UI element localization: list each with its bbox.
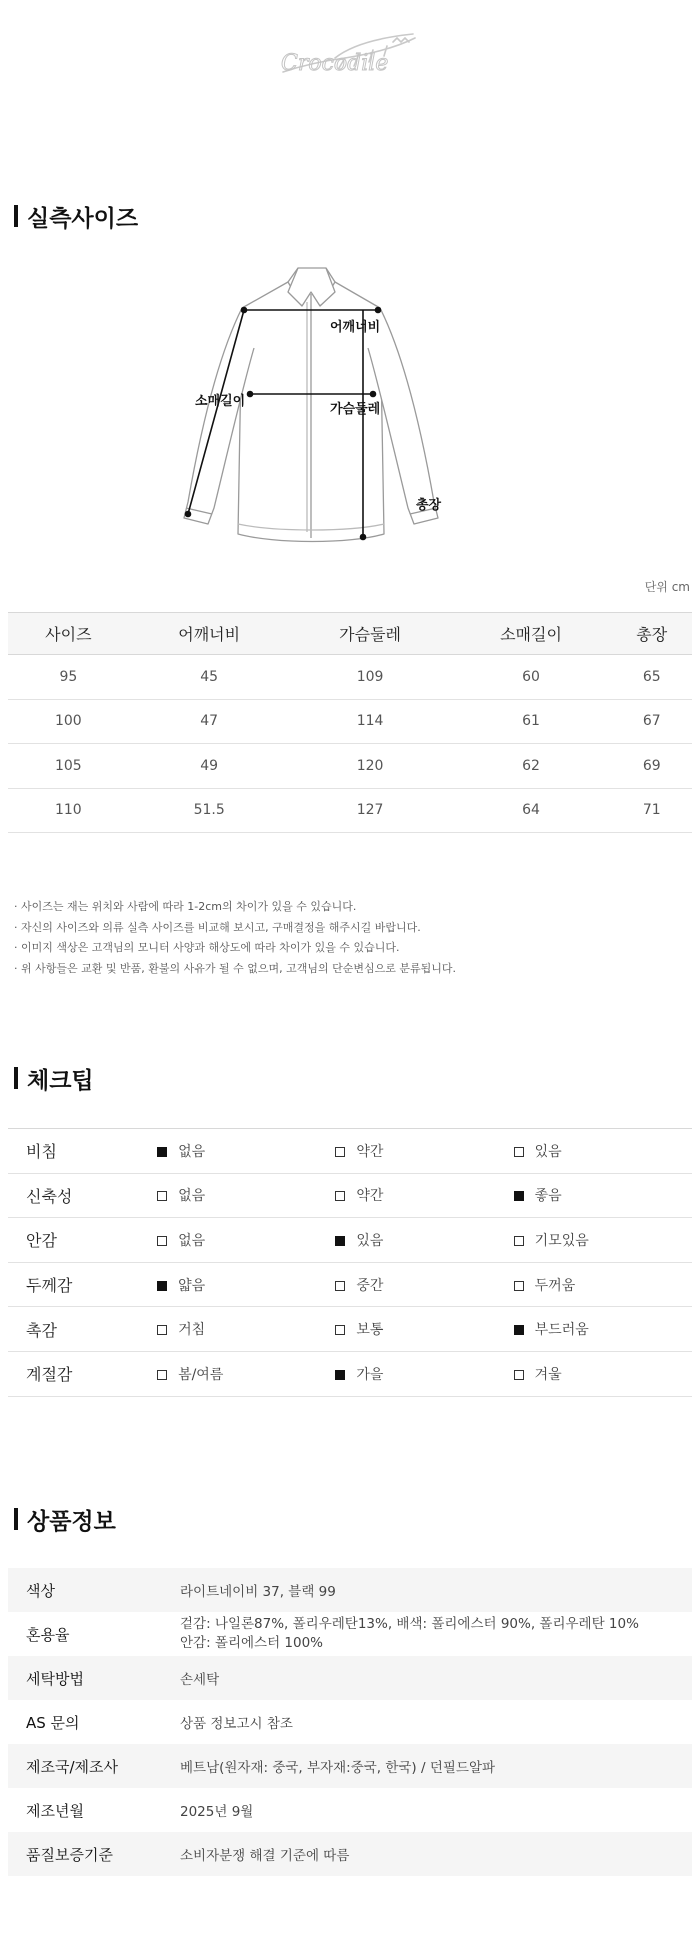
info-key: 제조년월 (26, 1801, 84, 1820)
option-label: 부드러움 (534, 1322, 589, 1339)
info-value: 소비자분쟁 해결 기준에 따름 (180, 1832, 692, 1876)
title-bar (14, 1508, 18, 1530)
info-row-color (8, 1568, 692, 1612)
check-tip-label: 신축성 (8, 1173, 157, 1218)
measurement-diagram (180, 262, 520, 562)
product-info-table (8, 1568, 692, 1876)
table-row (8, 655, 692, 700)
check-tip-option (514, 1351, 692, 1396)
option-label: 두꺼움 (534, 1277, 576, 1294)
option-label: 기모있음 (534, 1232, 589, 1249)
info-row-as (8, 1700, 692, 1744)
info-row-date (8, 1788, 692, 1832)
unchecked-box-icon (514, 1370, 524, 1380)
unchecked-box-icon (157, 1370, 167, 1380)
option-label: 있음 (534, 1143, 562, 1160)
info-row-origin (8, 1744, 692, 1788)
info-row-wash (8, 1656, 692, 1700)
check-tip-row (8, 1351, 692, 1396)
check-tip-option (157, 1173, 335, 1218)
check-tip-option (335, 1262, 513, 1307)
header-cell: 사이즈 (8, 613, 129, 655)
header-cell: 가슴둘레 (290, 613, 451, 655)
table-cell: 49 (129, 744, 290, 789)
info-row-material (8, 1612, 692, 1656)
info-value-line: 안감: 폴리에스터 100% (180, 1635, 324, 1651)
check-tip-row (8, 1307, 692, 1352)
info-value: 라이트네이비 37, 블랙 99 (180, 1568, 692, 1612)
option-label: 없음 (178, 1188, 206, 1205)
info-key: 제조국/제조사 (8, 1744, 180, 1788)
check-tip-table (8, 1128, 692, 1397)
check-tip-option (335, 1351, 513, 1396)
checked-box-icon (335, 1370, 345, 1380)
note-item: · 자신의 사이즈와 의류 실측 사이즈를 비교해 보시고, 구매결정을 해주시길 바랍니다. (14, 920, 421, 934)
info-value: 2025년 9월 (180, 1804, 254, 1820)
check-tip-option (335, 1173, 513, 1218)
section-title-size (14, 202, 138, 230)
unit-label: 단위 cm (644, 580, 690, 594)
check-tip-option (335, 1129, 513, 1174)
label-sleeve: 소매길이 (195, 394, 246, 409)
label-chest: 가슴둘레 (330, 402, 381, 417)
size-table-header (8, 613, 692, 655)
check-tip-row (8, 1218, 692, 1263)
size-notes (14, 897, 456, 979)
table-cell: 127 (290, 788, 451, 833)
check-tip-label: 비침 (8, 1129, 157, 1174)
option-label: 좋음 (534, 1188, 562, 1205)
check-tip-option (157, 1307, 335, 1352)
check-tip-label: 두께감 (8, 1262, 157, 1307)
check-tip-option (335, 1218, 513, 1263)
section-title-text: 실측사이즈 (27, 205, 139, 232)
table-cell: 61 (451, 699, 612, 744)
title-bar (14, 1067, 18, 1089)
option-label: 가을 (356, 1366, 384, 1383)
unchecked-box-icon (335, 1147, 345, 1157)
info-value: 손세탁 (180, 1656, 692, 1700)
table-cell: 47 (129, 699, 290, 744)
unchecked-box-icon (157, 1325, 167, 1335)
table-cell: 100 (8, 699, 129, 744)
option-label: 얇음 (178, 1277, 206, 1294)
option-label: 거침 (178, 1322, 206, 1339)
info-value: 상품 정보고시 참조 (180, 1716, 293, 1732)
section-title-check (14, 1064, 94, 1092)
option-label: 중간 (356, 1277, 384, 1294)
logo-text: Crocodile (281, 51, 389, 76)
info-key: 색상 (8, 1568, 180, 1612)
note-item: · 위 사항들은 교환 및 반품, 환불의 사유가 될 수 없으며, 고객님의 단순변심으로 분류됩니다. (14, 961, 456, 975)
unchecked-box-icon (335, 1281, 345, 1291)
unchecked-box-icon (335, 1325, 345, 1335)
check-tip-row (8, 1262, 692, 1307)
check-tip-row (8, 1129, 692, 1174)
unchecked-box-icon (514, 1236, 524, 1246)
option-label: 있음 (356, 1232, 384, 1249)
table-cell: 71 (611, 788, 692, 833)
option-label: 보통 (356, 1322, 384, 1339)
table-cell: 45 (129, 655, 290, 700)
checked-box-icon (157, 1147, 167, 1157)
table-row (8, 788, 692, 833)
check-tip-label: 촉감 (8, 1307, 157, 1352)
check-tip-option (335, 1307, 513, 1352)
option-label: 없음 (178, 1232, 206, 1249)
note-item: · 이미지 색상은 고객님의 모니터 사양과 해상도에 따라 차이가 있을 수 있습니다. (14, 941, 400, 954)
title-bar (14, 205, 18, 227)
table-cell: 120 (290, 744, 451, 789)
check-tip-option (157, 1218, 335, 1263)
table-cell: 109 (290, 655, 451, 700)
check-tip-option (514, 1262, 692, 1307)
table-row (8, 699, 692, 744)
info-row-warranty (8, 1832, 692, 1876)
crocodile-logo (275, 28, 420, 90)
check-tip-option (514, 1173, 692, 1218)
unchecked-box-icon (157, 1191, 167, 1201)
table-cell: 67 (611, 699, 692, 744)
check-tip-option (157, 1351, 335, 1396)
info-value-line: 겉감: 나일론87%, 폴리우레탄13%, 배색: 폴리에스터 90%, 폴리우레탄 10% (180, 1616, 639, 1632)
section-title-text: 체크팁 (27, 1067, 94, 1094)
option-label: 봄/여름 (178, 1366, 224, 1383)
check-tip-option (514, 1307, 692, 1352)
size-table (8, 612, 692, 833)
header-cell: 총장 (611, 613, 692, 655)
info-value (180, 1612, 692, 1656)
info-key: 혼용율 (26, 1625, 70, 1644)
table-cell: 105 (8, 744, 129, 789)
info-key: 품질보증기준 (8, 1832, 180, 1876)
info-value: 베트남(원자재: 중국, 부자재:중국, 한국) / 던필드알파 (180, 1744, 692, 1788)
unchecked-box-icon (157, 1236, 167, 1246)
option-label: 약간 (356, 1188, 384, 1205)
info-key: 세탁방법 (8, 1656, 180, 1700)
unchecked-box-icon (514, 1147, 524, 1157)
label-length: 총장 (416, 498, 442, 513)
info-key: AS 문의 (26, 1713, 80, 1732)
table-cell: 114 (290, 699, 451, 744)
check-tip-row (8, 1173, 692, 1218)
check-tip-option (514, 1218, 692, 1263)
table-cell: 110 (8, 788, 129, 833)
check-tip-option (157, 1262, 335, 1307)
table-row (8, 744, 692, 789)
table-cell: 64 (451, 788, 612, 833)
table-cell: 69 (611, 744, 692, 789)
unchecked-box-icon (514, 1281, 524, 1291)
header-cell: 어깨너비 (129, 613, 290, 655)
unchecked-box-icon (335, 1191, 345, 1201)
section-title-text: 상품정보 (27, 1508, 116, 1535)
checked-box-icon (514, 1191, 524, 1201)
label-shoulder: 어깨너비 (330, 320, 381, 335)
table-cell: 65 (611, 655, 692, 700)
section-title-info (14, 1505, 116, 1533)
table-cell: 60 (451, 655, 612, 700)
checked-box-icon (335, 1236, 345, 1246)
option-label: 약간 (356, 1143, 384, 1160)
checked-box-icon (157, 1281, 167, 1291)
option-label: 없음 (178, 1143, 206, 1160)
check-tip-label: 계절감 (8, 1351, 157, 1396)
note-item: · 사이즈는 재는 위치와 사람에 따라 1-2cm의 차이가 있을 수 있습니다. (14, 900, 357, 913)
option-label: 겨울 (534, 1366, 562, 1383)
table-cell: 51.5 (129, 788, 290, 833)
checked-box-icon (514, 1325, 524, 1335)
check-tip-option (157, 1129, 335, 1174)
table-cell: 95 (8, 655, 129, 700)
check-tip-label: 안감 (8, 1218, 157, 1263)
check-tip-option (514, 1129, 692, 1174)
header-cell: 소매길이 (451, 613, 612, 655)
table-cell: 62 (451, 744, 612, 789)
